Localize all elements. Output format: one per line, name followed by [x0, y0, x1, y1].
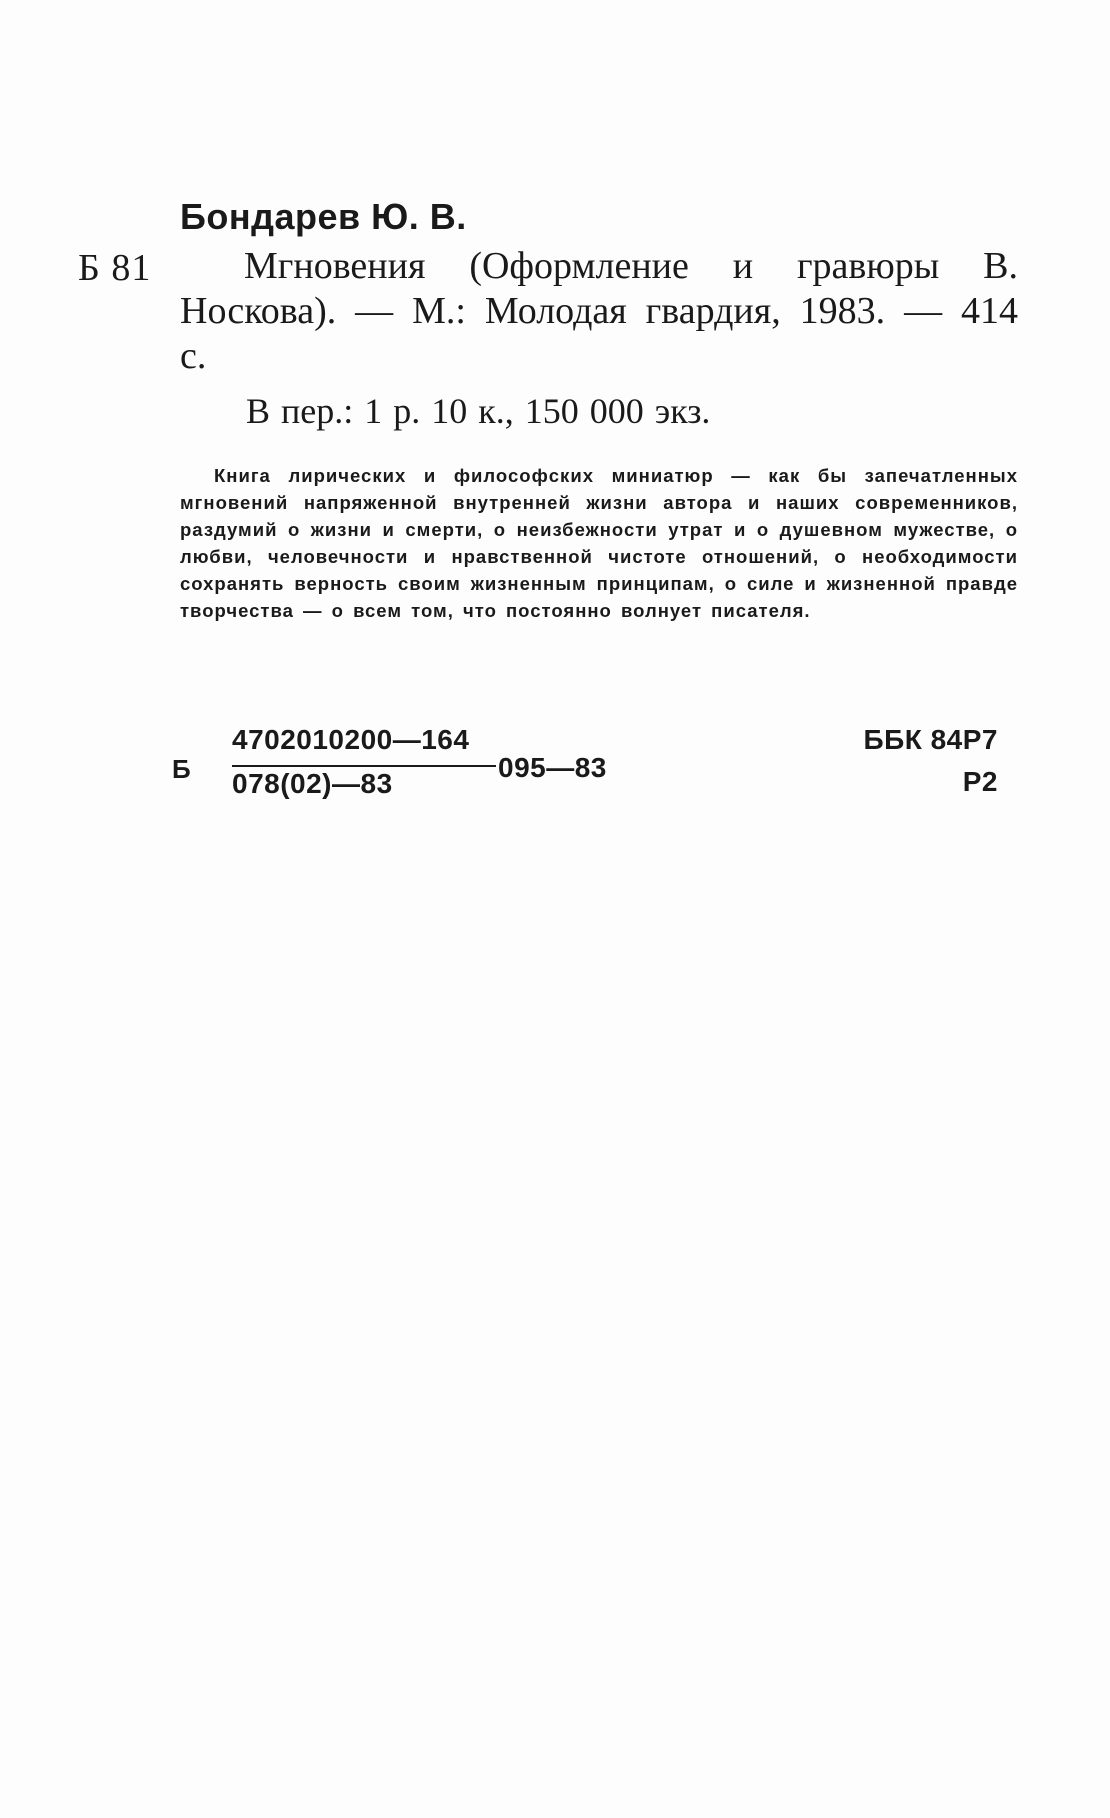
author-index: Б 81 [78, 247, 152, 289]
imprint-letter: Б [172, 754, 191, 784]
bibliographic-entry: Мгновения (Оформление и гравюры В. Носкова). — М.: Молодая гвардия, 1983. — 414 с. [180, 245, 1018, 377]
imprint-code-denominator: 078(02)—83 [232, 768, 393, 799]
imprint-code-numerator: 4702010200—164 [232, 724, 470, 755]
annotation-text: Книга лирических и философских миниатюр — как бы запечатленных мгновений напряженной внутренней жизни автора и наших современников, раздумий о жизни и смерти, о неизбежности утрат и о душевном мужестве, о любви, человечности и нравственной чистоте отношений, о необходимости сохранять верность своим жизненным принципам, о силе и жизненной правде творчества — о всем том, что постоянно волнует писателя. [180, 465, 1018, 621]
price-and-print-run: В пер.: 1 р. 10 к., 150 000 экз. [246, 391, 711, 431]
bbk-sub-classification: Р2 [962, 766, 998, 797]
bbk-classification: ББК 84Р7 [863, 724, 998, 755]
imprint-fraction-line [232, 765, 496, 767]
imprint-code-suffix: 095—83 [498, 752, 607, 783]
author-name: Бондарев Ю. В. [180, 196, 467, 237]
